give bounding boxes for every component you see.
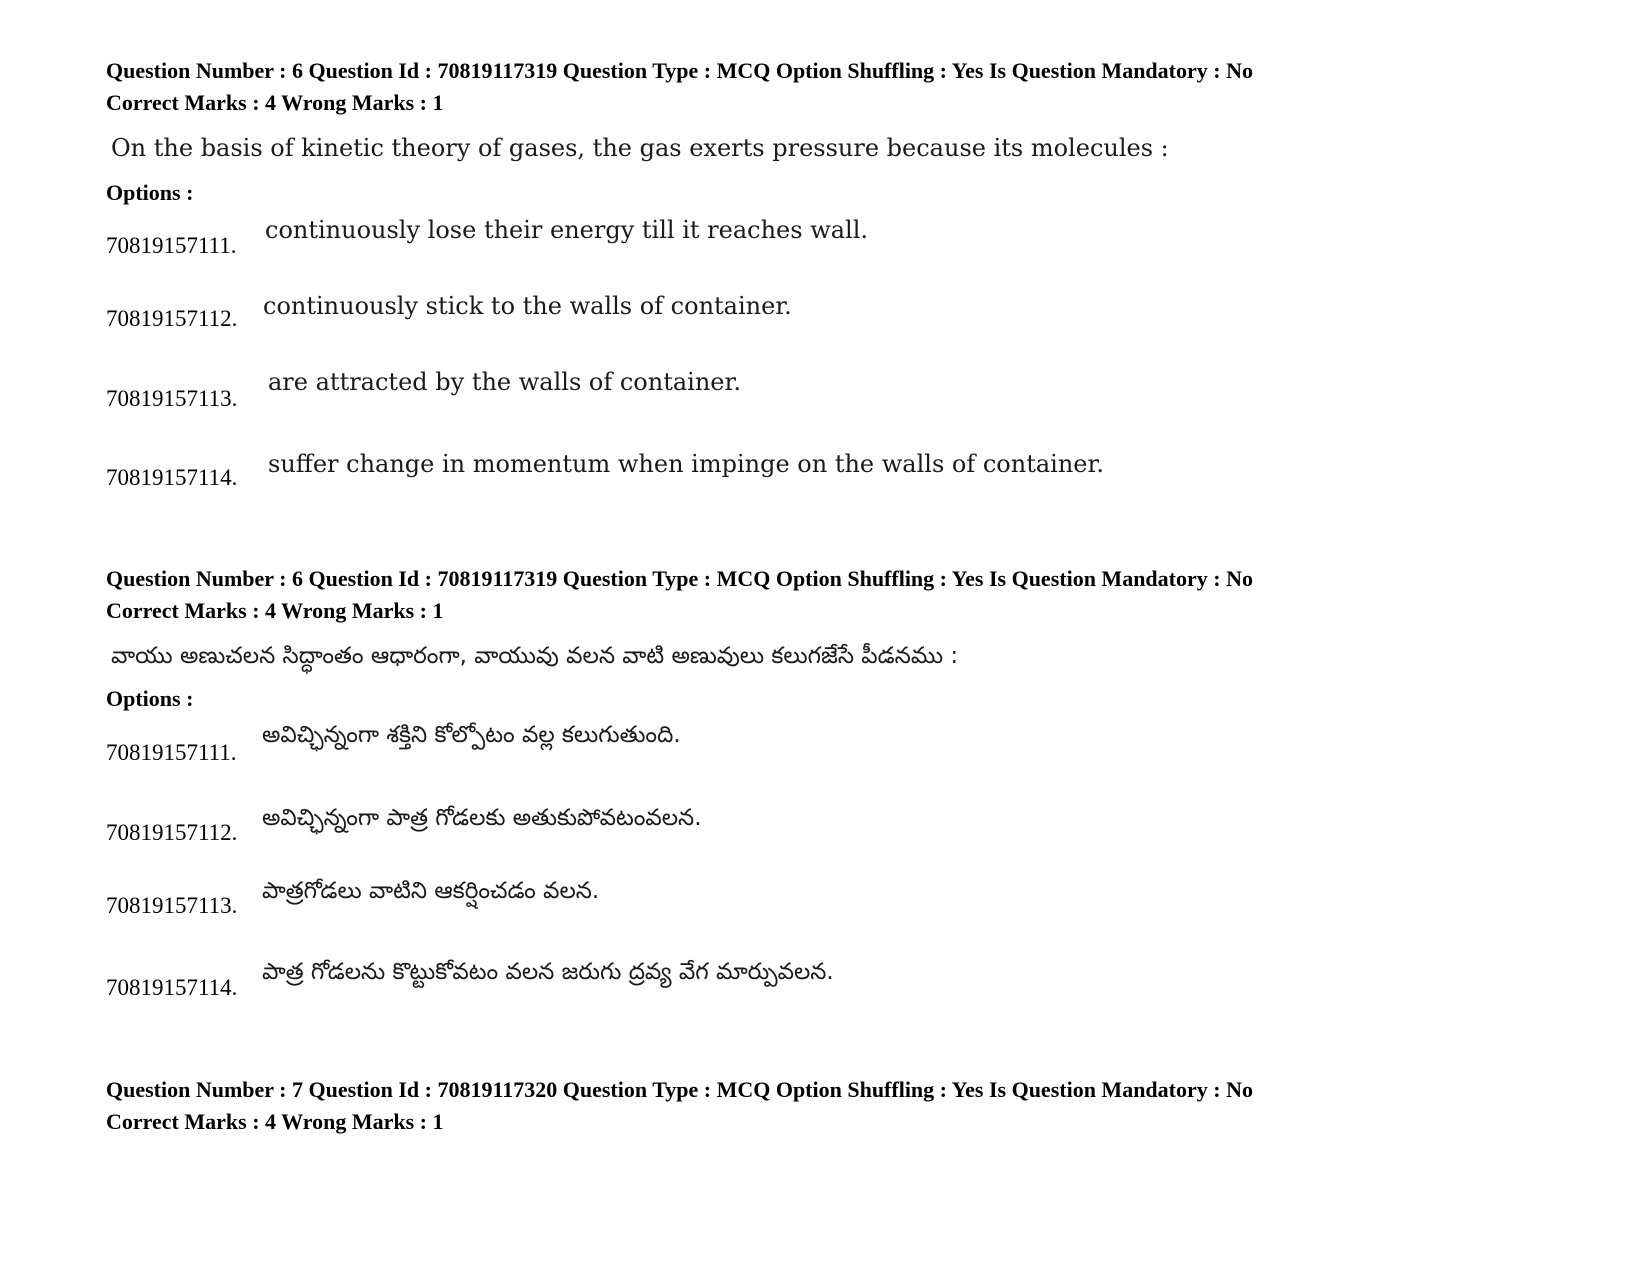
- option-text: పాత్ర గోడలను కొట్టుకోవటం వలన జరుగు ద్రవ్య వేగ మార్పువలన.: [262, 959, 834, 985]
- option-text: అవిచ్ఛిన్నంగా పాత్ర గోడలకు అతుకుపోవటంవలన.: [262, 805, 702, 831]
- question-header: Question Number : 6 Question Id : 70819117319 Question Type : MCQ Option Shuffling : Yes Is Question Mandatory : No: [106, 566, 1253, 591]
- option-id: 70819157112.: [106, 306, 238, 331]
- option-text: suffer change in momentum when impinge on the walls of container.: [268, 450, 1104, 478]
- options-label: Options :: [106, 686, 194, 711]
- options-label: Options :: [106, 180, 194, 205]
- question-text: వాయు అణుచలన సిద్ధాంతం ఆధారంగా, వాయువు వలన వాటి అణువులు కలుగజేసే పీడనము :: [111, 643, 959, 669]
- option-id: 70819157114.: [106, 465, 238, 490]
- option-id: 70819157112.: [106, 820, 238, 845]
- option-id: 70819157113.: [106, 893, 238, 918]
- marks-line: Correct Marks : 4 Wrong Marks : 1: [106, 598, 444, 623]
- option-id: 70819157111.: [106, 233, 237, 258]
- option-text: are attracted by the walls of container.: [268, 368, 741, 396]
- option-text: అవిచ్ఛిన్నంగా శక్తిని కోల్పోటం వల్ల కలుగుతుంది.: [262, 722, 681, 748]
- option-text: పాత్రగోడలు వాటిని ఆకర్షించడం వలన.: [262, 878, 600, 904]
- option-text: continuously lose their energy till it reaches wall.: [265, 216, 869, 244]
- option-id: 70819157114.: [106, 975, 238, 1000]
- option-id: 70819157111.: [106, 740, 237, 765]
- marks-line: Correct Marks : 4 Wrong Marks : 1: [106, 1109, 444, 1134]
- question-header: Question Number : 6 Question Id : 70819117319 Question Type : MCQ Option Shuffling : Yes Is Question Mandatory : No: [106, 58, 1253, 83]
- option-text: continuously stick to the walls of container.: [263, 292, 792, 320]
- question-text: On the basis of kinetic theory of gases, the gas exerts pressure because its molecules :: [111, 134, 1169, 162]
- question-header: Question Number : 7 Question Id : 70819117320 Question Type : MCQ Option Shuffling : Yes Is Question Mandatory : No: [106, 1077, 1253, 1102]
- option-id: 70819157113.: [106, 386, 238, 411]
- marks-line: Correct Marks : 4 Wrong Marks : 1: [106, 90, 444, 115]
